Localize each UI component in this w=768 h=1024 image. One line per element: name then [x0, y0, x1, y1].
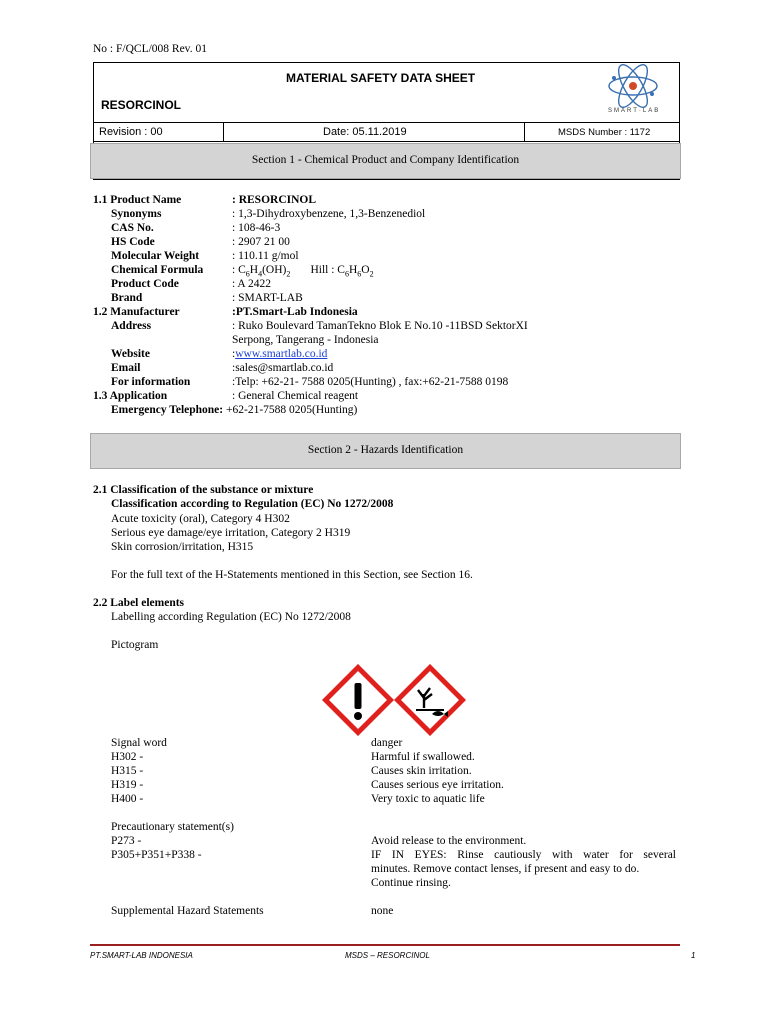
hs-code-label: HS Code	[111, 236, 155, 248]
synonyms-value: : 1,3-Dihydroxybenzene, 1,3-Benzenediol	[232, 208, 426, 220]
classification-item: Skin corrosion/irritation, H315	[111, 541, 254, 553]
date-cell	[224, 122, 525, 142]
revision-cell	[93, 122, 224, 142]
chemical-formula-value: : $C_6H_4(OH)_2$ Hill : $C_6H_6O_2$	[232, 264, 374, 279]
label-elements-heading: 2.2 Label elements	[93, 597, 185, 609]
section-2-bar	[90, 433, 681, 469]
labelling-text: Labelling according Regulation (EC) No 1272/2008	[111, 611, 351, 623]
p305-text-line: minutes. Remove contact lenses, if present and easy to do.	[371, 863, 640, 875]
section-1-bar	[90, 143, 681, 179]
application-label: 1.3 Application	[93, 390, 168, 402]
brand-value: : SMART-LAB	[232, 292, 303, 304]
exclamation-mark-icon	[322, 664, 394, 736]
msds-number-label: MSDS Number : 1172	[558, 127, 651, 138]
product-name-value: : RESORCINOL	[232, 194, 317, 206]
section-2-title: Section 2 - Hazards Identification	[307, 444, 464, 456]
smart-lab-logo	[600, 62, 666, 120]
pictogram-label: Pictogram	[111, 639, 159, 651]
molecular-weight-label: Molecular Weight	[111, 250, 200, 262]
emergency-row	[111, 404, 357, 416]
supplemental-label: Supplemental Hazard Statements	[111, 905, 264, 917]
emergency-label: Emergency Telephone:	[111, 404, 224, 416]
date-label: Date: 05.11.2019	[323, 126, 407, 138]
precautionary-label: Precautionary statement(s)	[111, 821, 234, 833]
msds-number-cell	[525, 122, 680, 142]
revision-label: Revision : 00	[99, 126, 163, 138]
application-value: : General Chemical reagent	[232, 390, 359, 402]
p273-text: Avoid release to the environment.	[371, 835, 527, 847]
product-title: RESORCINOL	[101, 98, 182, 112]
email-label: Email	[111, 362, 141, 374]
hazard-code: H315 -	[111, 765, 144, 777]
product-code-label: Product Code	[111, 278, 179, 290]
hazard-text: Very toxic to aquatic life	[371, 793, 485, 805]
cas-label: CAS No.	[111, 222, 154, 234]
hazard-code: H302 -	[111, 751, 144, 763]
manufacturer-value: :PT.Smart-Lab Indonesia	[232, 306, 358, 318]
product-name-label: 1.1 Product Name	[93, 194, 182, 206]
hazard-code: H400 -	[111, 793, 144, 805]
p273-code: P273 -	[111, 835, 142, 847]
footer-company: PT.SMART-LAB INDONESIA	[90, 951, 193, 960]
hazard-code: H319 -	[111, 779, 144, 791]
website-value	[232, 348, 327, 360]
hazard-text: Causes serious eye irritation.	[371, 779, 504, 791]
classification-heading: 2.1 Classification of the substance or mixture	[93, 484, 314, 496]
full-text-note: For the full text of the H-Statements mentioned in this Section, see Section 16.	[111, 569, 473, 581]
section-1-title: Section 1 - Chemical Product and Company Identification	[251, 154, 520, 166]
document-title: MATERIAL SAFETY DATA SHEET	[286, 71, 476, 85]
hazard-text: Causes skin irritation.	[371, 765, 472, 777]
environment-hazard-icon	[394, 664, 466, 736]
chemical-formula-label: Chemical Formula	[111, 264, 204, 276]
hazard-text: Harmful if swallowed.	[371, 751, 475, 763]
regulation-heading: Classification according to Regulation (EC) No 1272/2008	[111, 498, 394, 510]
brand-label: Brand	[111, 292, 143, 304]
address-value-line2: Serpong, Tangerang - Indonesia	[232, 334, 379, 346]
p305-code: P305+P351+P338 -	[111, 849, 202, 861]
emergency-value: +62-21-7588 0205(Hunting)	[223, 404, 358, 416]
footer-document: MSDS – RESORCINOL	[345, 951, 430, 960]
classification-item: Acute toxicity (oral), Category 4 H302	[111, 513, 290, 525]
manufacturer-label: 1.2 Manufacturer	[93, 306, 180, 318]
molecular-weight-value: : 110.11 g/mol	[232, 250, 299, 262]
address-value: : Ruko Boulevard TamanTekno Blok E No.10 -11BSD SektorXI	[232, 320, 528, 332]
svg-text:SMART·LAB: SMART·LAB	[608, 108, 661, 114]
supplemental-value: none	[371, 905, 394, 917]
p305-text-line: IF IN EYES: Rinse cautiously with water for several	[371, 849, 676, 861]
information-label: For information	[111, 376, 191, 388]
email-value: :sales@smartlab.co.id	[232, 362, 334, 374]
signal-word-label: Signal word	[111, 737, 167, 749]
document-number: No : F/QCL/008 Rev. 01	[93, 43, 207, 55]
classification-item: Serious eye damage/eye irritation, Category 2 H319	[111, 527, 351, 539]
p305-text-line: Continue rinsing.	[371, 877, 451, 889]
website-label: Website	[111, 348, 150, 360]
website-link[interactable]: www.smartlab.co.id	[235, 348, 328, 360]
address-label: Address	[111, 320, 152, 332]
synonyms-label: Synonyms	[111, 208, 162, 220]
hs-code-value: : 2907 21 00	[232, 236, 290, 248]
footer-divider	[90, 944, 680, 946]
cas-value: : 108-46-3	[232, 222, 281, 234]
signal-word-value: danger	[371, 737, 403, 749]
website-colon: :	[232, 348, 236, 360]
page-number: 1	[691, 951, 696, 960]
information-value: :Telp: +62-21- 7588 0205(Hunting) , fax:+62-21-7588 0198	[232, 376, 509, 388]
product-code-value: : A 2422	[232, 278, 271, 290]
